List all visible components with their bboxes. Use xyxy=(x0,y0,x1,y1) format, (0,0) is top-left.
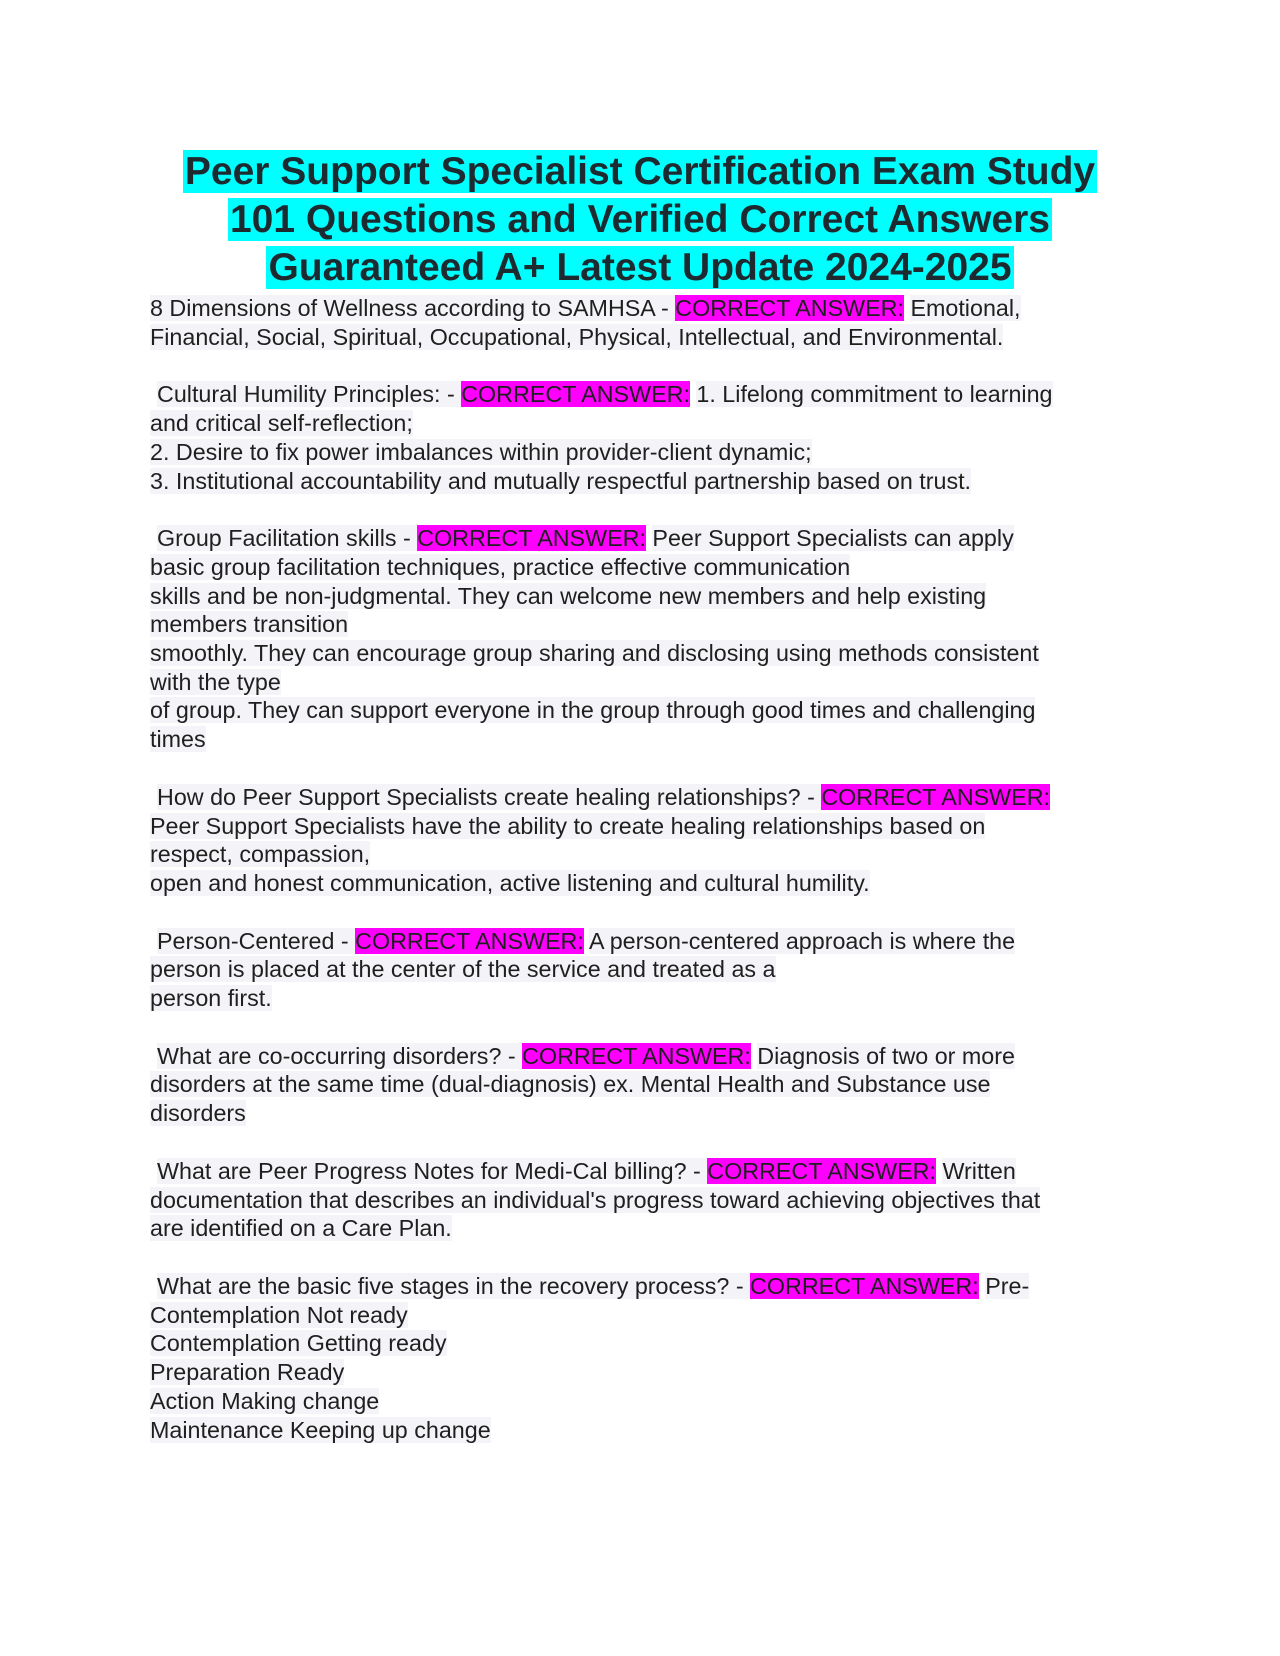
document-title xyxy=(150,148,1130,292)
answer-text: smoothly. They can encourage group sharing and disclosing using methods consistent xyxy=(150,640,1039,667)
answer-text: Financial, Social, Spiritual, Occupational, Physical, Intellectual, and Environmental. xyxy=(150,323,1004,350)
question-text: Group Facilitation skills - xyxy=(157,525,418,552)
answer-line xyxy=(150,1416,1130,1445)
correct-answer-label: CORRECT ANSWER: xyxy=(522,1042,751,1069)
answer-text: Maintenance Keeping up change xyxy=(150,1416,491,1443)
answer-line xyxy=(150,1070,1130,1099)
title-line-2: 101 Questions and Verified Correct Answers xyxy=(229,198,1050,241)
qa-entry xyxy=(150,294,1130,351)
answer-text: documentation that describes an individual's progress toward achieving objectives that xyxy=(150,1186,1041,1213)
answer-line xyxy=(150,553,1130,582)
answer-text: Written xyxy=(942,1157,1016,1184)
correct-answer-label: CORRECT ANSWER: xyxy=(750,1272,979,1299)
answer-line xyxy=(150,869,1130,898)
qa-entry xyxy=(150,1157,1130,1243)
question-line xyxy=(150,927,1130,956)
question-line xyxy=(150,524,1130,553)
answer-line xyxy=(150,438,1130,467)
answer-line xyxy=(150,323,1130,352)
answer-text: open and honest communication, active listening and cultural humility. xyxy=(150,869,870,896)
answer-line xyxy=(150,984,1130,1013)
qa-entry xyxy=(150,927,1130,1013)
qa-entry xyxy=(150,524,1130,754)
correct-answer-label: CORRECT ANSWER: xyxy=(461,381,690,408)
answer-text: skills and be non-judgmental. They can welcome new members and help existing xyxy=(150,582,987,609)
qa-entry xyxy=(150,1042,1130,1128)
answer-text: 3. Institutional accountability and mutually respectful partnership based on trust. xyxy=(150,467,972,494)
question-line xyxy=(150,294,1130,323)
correct-answer-label: CORRECT ANSWER: xyxy=(417,525,646,552)
answer-line xyxy=(150,725,1130,754)
answer-text: Pre- xyxy=(985,1272,1030,1299)
answer-text: Contemplation Not ready xyxy=(150,1301,408,1328)
answer-line xyxy=(150,1329,1130,1358)
answer-line xyxy=(150,1214,1130,1243)
document-page xyxy=(150,148,1130,1473)
correct-answer-label: CORRECT ANSWER: xyxy=(707,1157,936,1184)
answer-text: disorders xyxy=(150,1100,246,1127)
title-line-3: Guaranteed A+ Latest Update 2024-2025 xyxy=(268,246,1012,289)
answer-text: 2. Desire to fix power imbalances within provider-client dynamic; xyxy=(150,438,812,465)
answer-line xyxy=(150,955,1130,984)
qa-entry xyxy=(150,1272,1130,1444)
answer-text: Emotional, xyxy=(910,295,1021,321)
qa-entry xyxy=(150,783,1130,898)
question-text: What are the basic five stages in the recovery process? - xyxy=(157,1272,751,1299)
answer-text: times xyxy=(150,726,206,753)
answer-line xyxy=(150,1301,1130,1330)
question-text: How do Peer Support Specialists create healing relationships? - xyxy=(157,783,822,810)
answer-text: person is placed at the center of the service and treated as a xyxy=(150,956,776,983)
answer-text: are identified on a Care Plan. xyxy=(150,1215,452,1242)
answer-text: of group. They can support everyone in the group through good times and challenging xyxy=(150,697,1036,724)
answer-line xyxy=(150,1186,1130,1215)
answer-text: Diagnosis of two or more xyxy=(757,1042,1015,1069)
question-text: 8 Dimensions of Wellness according to SAMHSA - xyxy=(150,295,676,321)
answer-line xyxy=(150,812,1130,841)
question-line xyxy=(150,1272,1130,1301)
answer-text: basic group facilitation techniques, practice effective communication xyxy=(150,553,851,580)
question-text: What are co-occurring disorders? - xyxy=(157,1042,523,1069)
answer-line xyxy=(150,696,1130,725)
answer-line xyxy=(150,639,1130,668)
question-line xyxy=(150,783,1130,812)
qa-entry xyxy=(150,380,1130,495)
answer-text: person first. xyxy=(150,985,272,1012)
answer-text: with the type xyxy=(150,668,281,695)
answer-line xyxy=(150,1387,1130,1416)
answer-line xyxy=(150,409,1130,438)
question-text: Person-Centered - xyxy=(157,927,356,954)
question-line xyxy=(150,1042,1130,1071)
correct-answer-label: CORRECT ANSWER: xyxy=(675,295,904,321)
answer-text: A person-centered approach is where the xyxy=(589,927,1016,954)
question-text: Cultural Humility Principles: - xyxy=(157,381,462,408)
answer-text: Peer Support Specialists have the ability to create healing relationships based on xyxy=(150,812,986,839)
answer-text: Preparation Ready xyxy=(150,1359,345,1386)
correct-answer-label: CORRECT ANSWER: xyxy=(821,783,1051,810)
answer-line xyxy=(150,610,1130,639)
question-text: What are Peer Progress Notes for Medi-Cal billing? - xyxy=(157,1157,708,1184)
answer-text: members transition xyxy=(150,611,349,638)
answer-text: 1. Lifelong commitment to learning xyxy=(696,381,1053,408)
title-line-1: Peer Support Specialist Certification Exam Study xyxy=(184,150,1096,193)
answer-line xyxy=(150,668,1130,697)
answer-text: and critical self-reflection; xyxy=(150,410,413,437)
answer-line xyxy=(150,582,1130,611)
qa-list xyxy=(150,294,1130,1444)
answer-line xyxy=(150,1358,1130,1387)
answer-text: Contemplation Getting ready xyxy=(150,1330,447,1357)
correct-answer-label: CORRECT ANSWER: xyxy=(355,927,584,954)
answer-line xyxy=(150,467,1130,496)
answer-text: respect, compassion, xyxy=(150,841,371,868)
answer-line xyxy=(150,1099,1130,1128)
answer-line xyxy=(150,840,1130,869)
answer-text: Action Making change xyxy=(150,1387,380,1414)
answer-text: Peer Support Specialists can apply xyxy=(652,525,1014,552)
question-line xyxy=(150,1157,1130,1186)
question-line xyxy=(150,380,1130,409)
answer-text: disorders at the same time (dual-diagnosis) ex. Mental Health and Substance use xyxy=(150,1071,991,1098)
